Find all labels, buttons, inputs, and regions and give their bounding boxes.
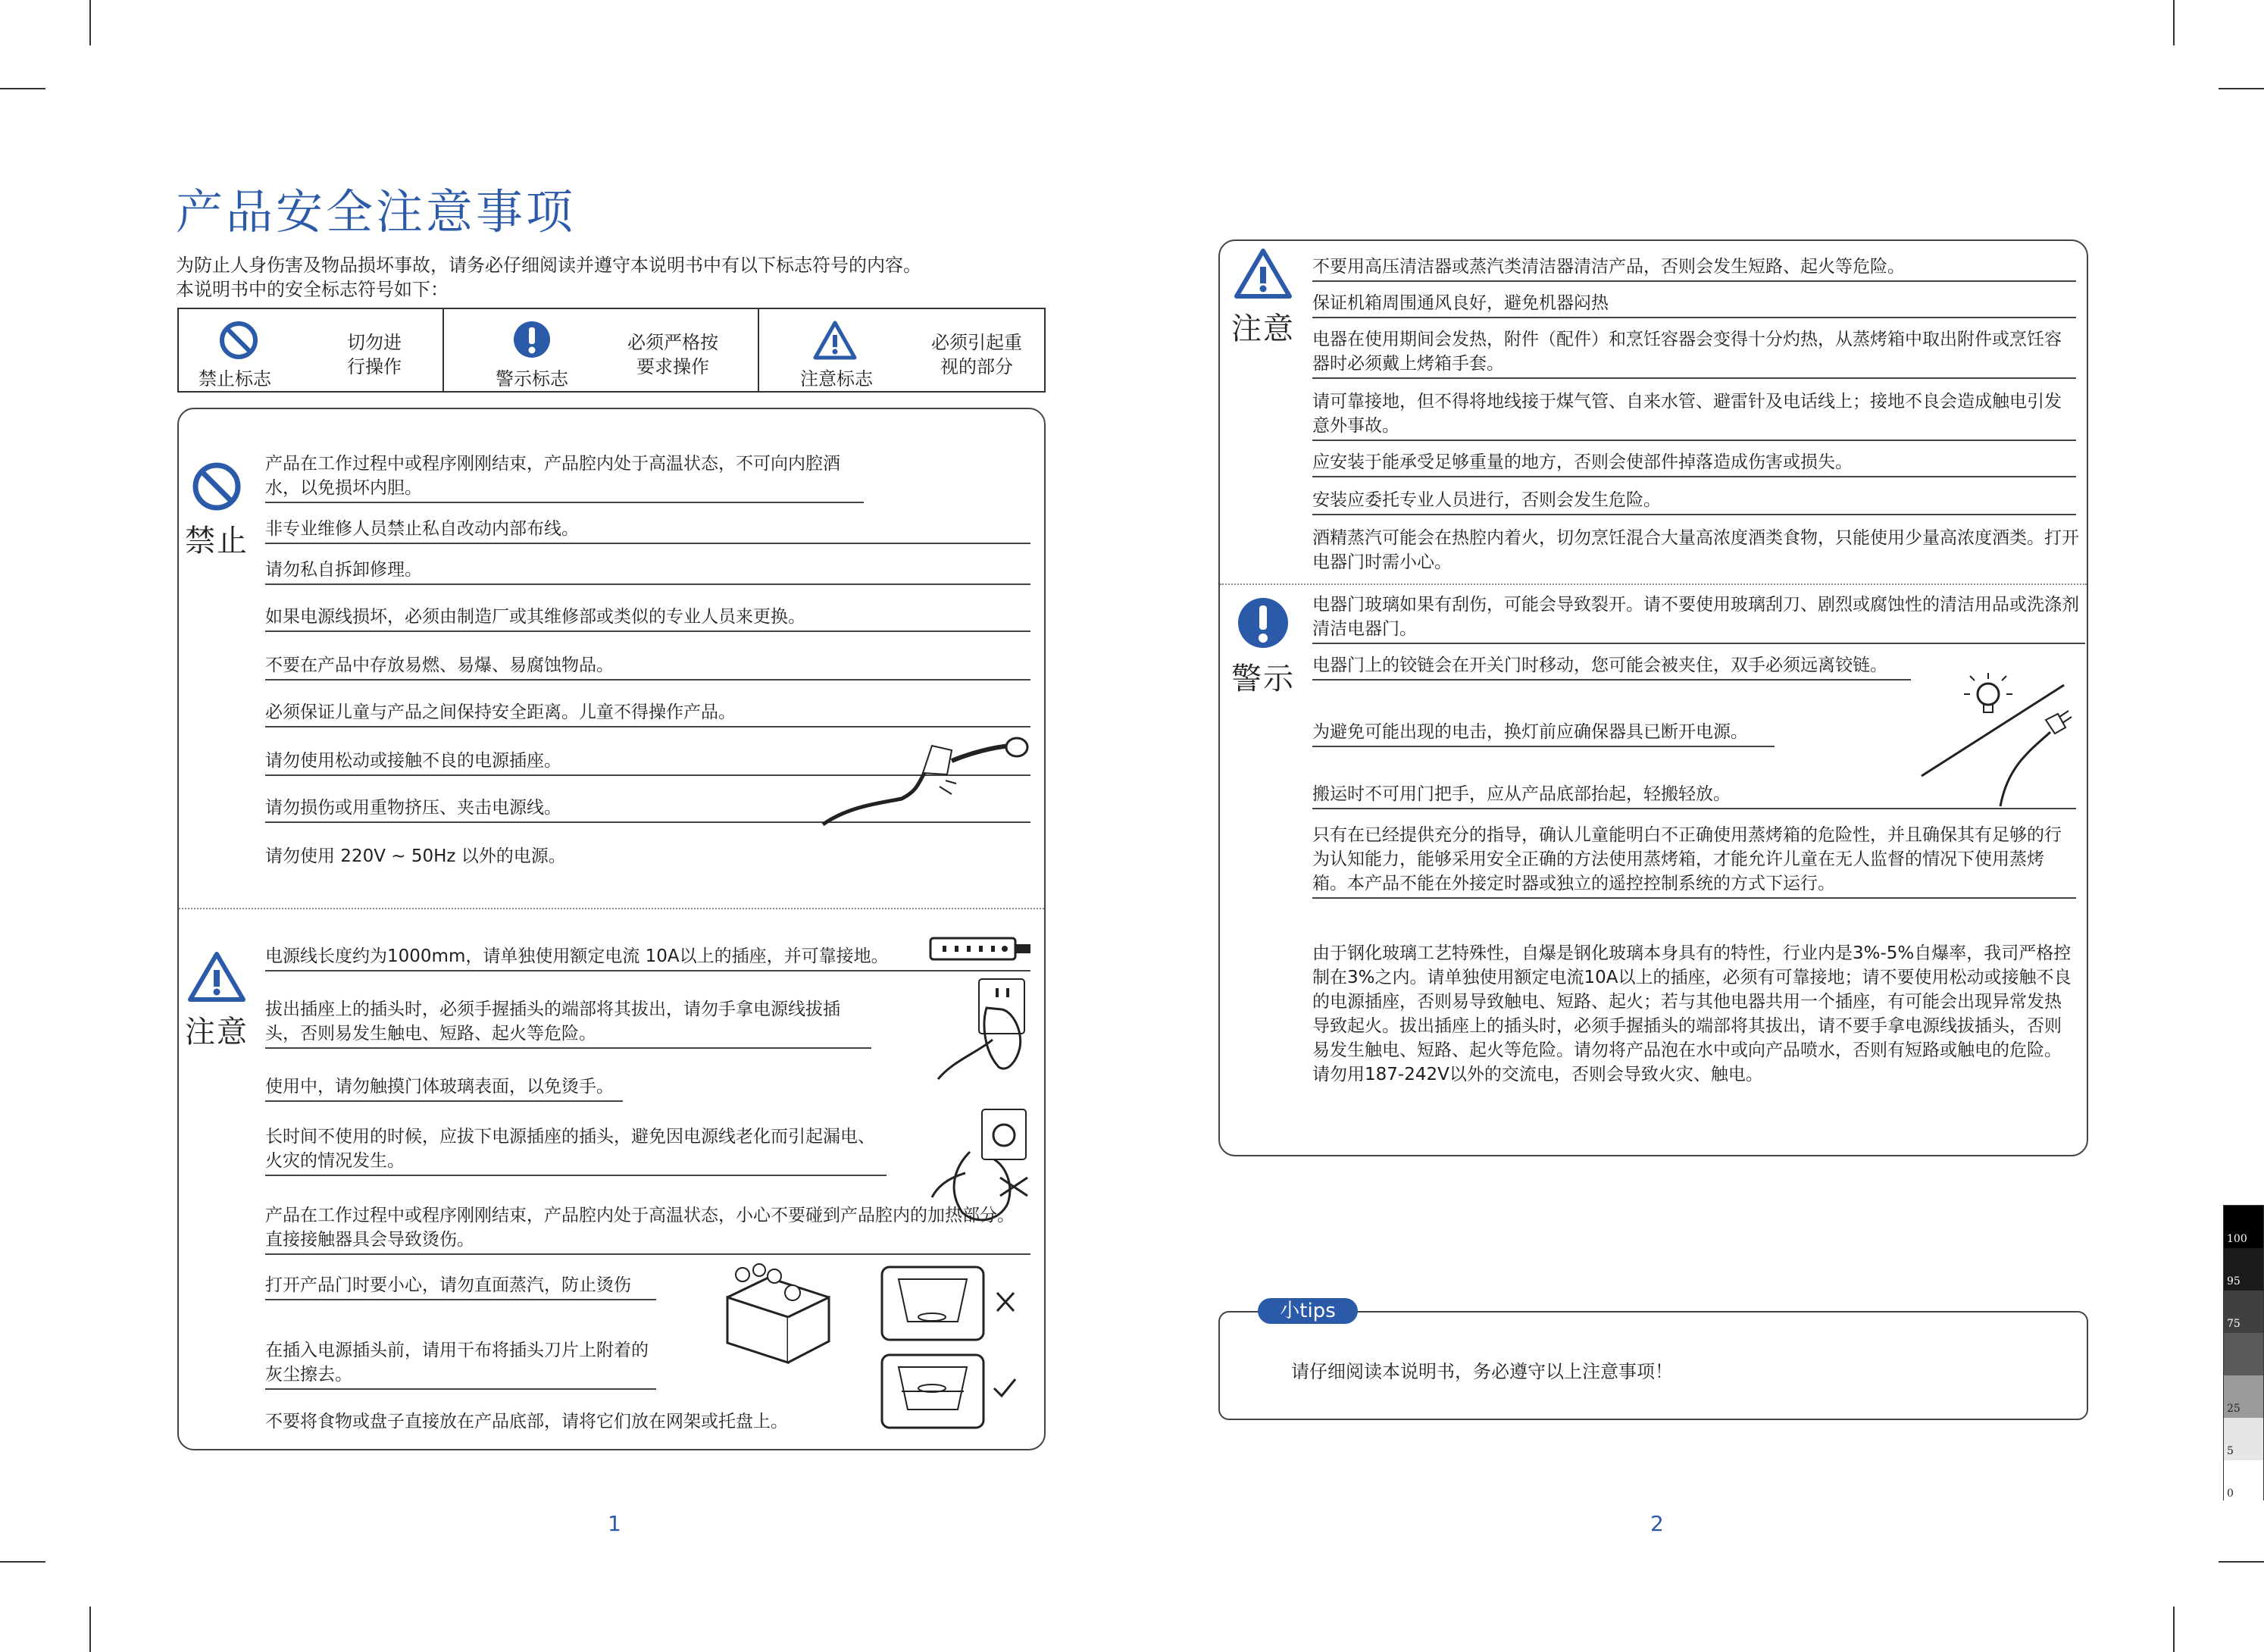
gray-scale-label: 100	[2227, 1233, 2247, 1245]
warning-side-label	[1229, 596, 1297, 698]
list-item: 请勿使用 220V ~ 50Hz 以外的电源。	[265, 846, 566, 866]
list-item: 产品在工作过程中或程序刚刚结束，产品腔内处于高温状态，不可向内腔酒水，以免损坏内胆。	[265, 452, 864, 503]
legend-desc-line: 切勿进	[347, 332, 402, 353]
lamp-plug-illustration	[1917, 667, 2084, 811]
list-item: 电器门上的铰链会在开关门时移动，您可能会被夹住，双手必须远离铰链。	[1312, 653, 1911, 681]
side-word: 禁止	[185, 524, 249, 558]
gray-scale-bar	[2223, 1205, 2264, 1500]
legend-caution	[759, 309, 1044, 391]
list-item: 请勿损伤或用重物挤压、夹击电源线。	[265, 796, 1030, 823]
crop-mark	[2219, 88, 2264, 89]
legend-desc-line: 行操作	[347, 356, 402, 377]
power-strip-illustration	[929, 934, 1032, 964]
side-word: 警示	[1231, 662, 1295, 696]
legend-label: 警示标志	[496, 368, 568, 390]
gray-scale-step	[2224, 1206, 2263, 1248]
page-title: 产品安全注意事项	[176, 184, 577, 239]
list-item: 不要用高压清洁器或蒸汽类清洁器清洁产品，否则会发生短路、起火等危险。	[1312, 255, 2076, 282]
gray-scale-label: 25	[2227, 1403, 2241, 1415]
gray-scale-label: 0	[2227, 1488, 2234, 1500]
gray-scale-step	[2224, 1418, 2263, 1460]
page-number: 2	[1650, 1511, 1664, 1536]
gray-scale-step	[2224, 1375, 2263, 1418]
oven-incorrect-illustration	[879, 1264, 1023, 1343]
prohibit-icon	[191, 461, 242, 512]
legend-desc	[612, 330, 733, 379]
hand-unplug-illustration	[923, 978, 1033, 1084]
legend-desc-line: 必须严格按	[627, 332, 718, 353]
list-item: 搬运时不可用门把手，应从产品底部抬起，轻搬轻放。	[1312, 782, 2076, 809]
list-item: 安装应委托专业人员进行，否则会发生危险。	[1312, 488, 2076, 515]
list-item: 请勿私自拆卸修理。	[265, 558, 1030, 585]
gray-scale-step	[2224, 1460, 2263, 1503]
intro-line: 为防止人身伤害及物品损坏事故，请务必仔细阅读并遵守本说明书中有以下标志符号的内容。	[176, 255, 921, 276]
list-item: 产品在工作过程中或程序刚刚结束，产品腔内处于高温状态，小心不要碰到产品腔内的加热部分。直接接触器具会导致烫伤。	[265, 1203, 1030, 1255]
gray-scale-step	[2224, 1333, 2263, 1375]
crop-mark	[89, 1607, 91, 1652]
list-item: 酒精蒸汽可能会在热腔内着火，切勿烹饪混合大量高浓度酒类食物，只能使用少量高浓度酒类。打开电器门时需小心。	[1312, 528, 2079, 572]
legend-desc-line: 视的部分	[940, 356, 1013, 377]
legend-desc	[329, 330, 420, 379]
symbol-legend	[177, 308, 1046, 393]
list-item: 非专业维修人员禁止私自改动内部布线。	[265, 517, 1030, 544]
crop-mark	[2219, 1561, 2264, 1563]
section-divider	[179, 908, 1044, 909]
gray-scale-label: 5	[2227, 1445, 2234, 1457]
list-item: 请勿使用松动或接触不良的电源插座。	[265, 749, 1030, 776]
list-item: 应安装于能承受足够重量的地方，否则会使部件掉落造成伤害或损失。	[1312, 450, 2076, 477]
legend-prohibit	[179, 309, 444, 391]
caution-side-label	[1229, 247, 1297, 348]
oven-correct-illustration	[879, 1352, 1023, 1431]
intro-line: 本说明书中的安全标志符号如下：	[176, 279, 449, 300]
legend-warning	[444, 309, 759, 391]
list-item: 不要在产品中存放易燃、易爆、易腐蚀物品。	[265, 653, 1030, 681]
list-item: 长时间不使用的时候，应拔下电源插座的插头，避免因电源线老化而引起漏电、火灾的情况发生。	[265, 1125, 887, 1176]
prohibit-side-label	[185, 461, 249, 560]
legend-desc	[927, 330, 1026, 379]
crop-mark	[0, 88, 45, 89]
legend-label: 禁止标志	[199, 368, 271, 390]
section-divider	[1220, 584, 2087, 585]
list-item: 不要将食物或盘子直接放在产品底部，请将它们放在网架或托盘上。	[265, 1412, 788, 1431]
oven-steam-illustration	[720, 1259, 833, 1366]
list-item: 由于钢化玻璃工艺特殊性，自爆是钢化玻璃本身具有的特性，行业内是3%-5%自爆率，我司严格控制在3%之内。请单独使用额定电流10A以上的插座，必须有可靠接地；请不要使用松动或接触不良的电源插座，否则易导致触电、短路、起火；若与其他电器共用一个插座，有可能会出现异常发热导致起火。拔出插座上的插头时，必须手握插头的端部将其拔出，请不要手拿电源线拔插头，否则易发生触电、短路、起火等危险。请勿将产品泡在水中或向产品喷水，否则有短路或触电的危险。请勿用187-242V以外的交流电，否则会导致火灾、触电。	[1312, 943, 2072, 1084]
list-item: 请可靠接地，但不得将地线接于煤气管、自来水管、避雷针及电话线上；接地不良会造成触电引发意外事故。	[1312, 390, 2076, 441]
list-item: 电器在使用期间会发热，附件（配件）和烹饪容器会变得十分灼热，从蒸烤箱中取出附件或烹饪容器时必须戴上烤箱手套。	[1312, 327, 2076, 379]
side-word: 注意	[185, 1015, 249, 1050]
tips-tab: 小tips	[1258, 1298, 1358, 1324]
gray-scale-step	[2224, 1248, 2263, 1291]
list-item: 为避免可能出现的电击，换灯前应确保器具已断开电源。	[1312, 720, 1775, 747]
legend-desc-line: 必须引起重	[931, 332, 1022, 353]
list-item: 只有在已经提供充分的指导，确认儿童能明白不正确使用蒸烤箱的危险性，并且确保其有足够的行为认知能力，能够采用安全正确的方法使用蒸烤箱，才能允许儿童在无人监督的情况下使用蒸烤箱。本产品不能在外接定时器或独立的遥控控制系统的方式下运行。	[1312, 823, 2076, 899]
warning-exclamation-icon	[1236, 596, 1290, 650]
crop-mark	[89, 0, 91, 45]
intro-text	[176, 253, 921, 302]
hand-plug-illustration	[924, 1106, 1035, 1234]
gray-scale-label: 75	[2227, 1318, 2241, 1330]
list-item: 电器门玻璃如果有刮伤，可能会导致裂开。请不要使用玻璃刮刀、剧烈或腐蚀性的清洁用品或洗涤剂清洁电器门。	[1312, 593, 2085, 644]
list-item: 打开产品门时要小心，请勿直面蒸汽，防止烫伤	[265, 1273, 656, 1300]
legend-label: 注意标志	[800, 368, 873, 390]
caution-triangle-icon	[812, 320, 858, 361]
list-item: 如果电源线损坏，必须由制造厂或其维修部或类似的专业人员来更换。	[265, 605, 1030, 632]
caution-triangle-icon	[1233, 247, 1293, 300]
gray-scale-step	[2224, 1291, 2263, 1333]
list-item: 必须保证儿童与产品之间保持安全距离。儿童不得操作产品。	[265, 700, 1030, 727]
damaged-plug-illustration	[818, 731, 1030, 829]
prohibit-icon	[218, 320, 259, 361]
crop-mark	[2173, 1607, 2175, 1652]
crop-mark	[0, 1561, 45, 1563]
caution-side-label	[185, 950, 249, 1051]
list-item: 电源线长度约为1000mm，请单独使用额定电流 10A以上的插座，并可靠接地。	[265, 944, 1030, 971]
legend-desc-line: 要求操作	[636, 356, 709, 377]
caution-triangle-icon	[186, 950, 247, 1003]
tips-text: 请仔细阅读本说明书，务必遵守以上注意事项！	[1291, 1361, 1673, 1382]
gray-scale-label: 95	[2227, 1275, 2241, 1287]
list-item: 使用中，请勿触摸门体玻璃表面，以免烫手。	[265, 1075, 623, 1102]
list-item: 拔出插座上的插头时，必须手握插头的端部将其拔出，请勿手拿电源线拔插头，否则易发生触电、短路、起火等危险。	[265, 997, 871, 1049]
crop-mark	[2173, 0, 2175, 45]
page-number: 1	[608, 1511, 621, 1536]
list-item: 在插入电源插头前，请用干布将插头刀片上附着的灰尘擦去。	[265, 1338, 656, 1390]
list-item: 保证机箱周围通风良好，避免机器闷热	[1312, 291, 2076, 318]
side-word: 注意	[1231, 311, 1295, 346]
warning-exclamation-icon	[512, 320, 552, 359]
